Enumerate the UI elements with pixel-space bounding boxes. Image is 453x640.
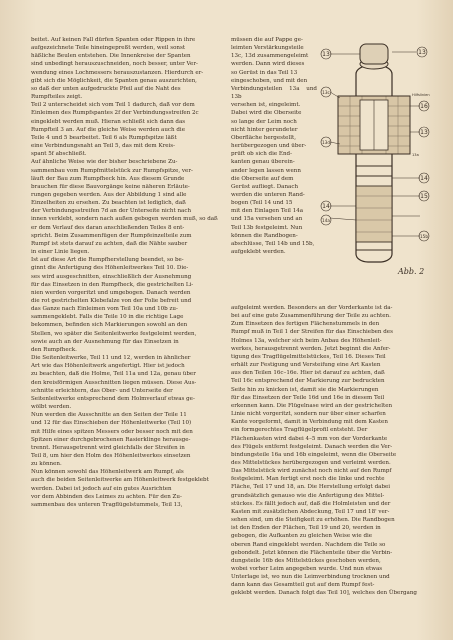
text-line: Stellen, wo später die Seitenleitwerke festgeleimt werden, <box>31 330 197 337</box>
text-line: so daß der unten aufgedruckte Pfeil auf die Naht des <box>31 85 181 92</box>
text-line: Rumpf muß in Teil 1 der Streifen für das Einschieben des <box>231 329 393 336</box>
text-line: ein formgerechtes Tragflügelprofil entsteht. Der <box>231 427 368 434</box>
text-line: ginnt die Anfertigung des Höhenleitwerkes Teil 10. Die- <box>31 265 189 272</box>
text-line: Oberfläche hergestellt, <box>231 134 297 141</box>
text-line: können die Randbogen- <box>231 232 298 239</box>
callout-left-1: 13c <box>322 90 330 95</box>
callout-right-5: 15 <box>420 193 428 200</box>
text-line: schnitte erleichtern, das Ober- und Unterseite der <box>31 387 173 394</box>
text-line: Das Mittelstück wird zunächst noch nicht auf den Rumpf <box>231 468 392 475</box>
text-line: aufgeleimt werden. Besonders an der Vorderkante ist da- <box>231 305 393 311</box>
figure-caption: Abb. 2 <box>398 267 425 276</box>
text-line: müssen die auf Pappe ge- <box>231 37 303 43</box>
text-line: erhält zur Festigung und Versteifung eine Art Kasten <box>231 362 381 369</box>
text-line: ses wird ausgeschnitten, einschließlich der Ausnehmung <box>31 273 192 280</box>
text-line: sehen sind, um die Steifigkeit zu erhöhen. Die Randbogen <box>231 517 395 524</box>
callout-right-2: 16 <box>420 103 428 110</box>
text-line: ander legen lassen wenn <box>231 167 301 174</box>
text-line: Rumpfteiles zeigt. <box>31 94 83 101</box>
text-line: Teile 4 und 5 bearbeitet. Teil 6 als Rumpfspitze läßt <box>31 134 177 141</box>
text-line: Holmes 13a, welcher sich beim Anbau des Höhenleit- <box>231 337 382 344</box>
text-line: bekommen, befinden sich Markierungen sowohl an den <box>31 322 188 329</box>
text-line: und 12 für das Einschieben der Höhenleitwerke (Teil 10) <box>31 420 192 427</box>
text-line: oberen Rand eingeklebt werden. Nachdem die Teile so <box>231 541 386 548</box>
text-line: läuft der Bau zum Rumpfheck hin. Aus diesem Grunde <box>31 175 185 182</box>
left-text-column <box>31 36 222 616</box>
callout-right-1: Hilfslinien <box>412 93 430 97</box>
text-line: bei auf eine gute Zusammenführung der Teile zu achten. <box>231 313 391 320</box>
text-line: so lange der Leim noch <box>231 118 297 125</box>
text-line: werden. Dabei ist jedoch auf ein gutes Ausrichten <box>31 485 172 492</box>
text-line: Linie nicht vorgeritzt, sondern nur über einer scharfen <box>231 411 386 418</box>
text-line: mit Hilfe eines spitzen Messers oder besser noch mit den <box>31 428 193 435</box>
text-line: des Mittelstückes herübergezogen und verleimt werden. <box>231 459 391 466</box>
text-line: stückes. Es fällt jedoch auf, daß die Holmleisten und der <box>231 500 391 507</box>
text-line: Dabei wird die Oberseite <box>231 110 302 117</box>
text-line: sind unbedingt herauszuschneiden, noch besser, unter Ver- <box>31 61 198 68</box>
fuselage-wing-diagram <box>320 36 432 278</box>
text-line: bindungsteile 16a und 16b eingeleimt, wenn die Oberseite <box>231 451 397 458</box>
text-line: dann kann das Gesamtteil gut auf dem Rumpf fest- <box>231 582 375 589</box>
text-line: Gerüst aufliegt. Danach <box>231 183 299 190</box>
text-line: Teil 16c entsprechend der Markierung zur bedruckten <box>231 378 385 385</box>
text-line: innen verklebt, sondern nach außen gebogen werden muß, so daß <box>31 216 218 223</box>
text-line: wendung eines Lochmessers herauszustanzen. Hierdurch er- <box>31 69 204 76</box>
callout-right-3: 13 <box>420 129 428 136</box>
text-line: sowie auch an der Ausnehmung für das Einsetzen in <box>31 338 179 345</box>
text-line: Rumpf ist stets darauf zu achten, daß die Nähte sauber <box>31 240 188 247</box>
text-line: er dem Verlauf des daran anschließenden Teiles 8 ent- <box>31 224 185 231</box>
text-line: Teil 2 unterscheidet sich vom Teil 1 dadurch, daß vor dem <box>31 102 195 109</box>
text-line: Nun können sowohl das Höhenleitwerk am Rumpf, als <box>31 469 184 476</box>
text-line: brauchen für diese Bauvorgänge keine näheren Erläute- <box>31 183 190 190</box>
text-line: gibt sich die Möglichkeit, die Spanten genau auszurichten, <box>31 77 197 84</box>
text-line: auch die beiden Seitenleitwerke am Höhenleitwerk festgeklebt <box>31 477 209 484</box>
text-line: aus den Teilen 16c–16e. Hier ist darauf zu achten, daß <box>231 370 385 377</box>
callout-left-4: 14a <box>322 218 330 223</box>
text-line: Die Seitenleitwerke, Teil 11 und 12, werden in ähnlicher <box>31 355 191 362</box>
text-line: für das Einsetzen in den Rumpfheck, die gestrichelten Li- <box>31 281 194 288</box>
text-line: die rot gestrichelten Klebefalze von der Folie befreit und <box>31 298 192 304</box>
text-line: werkes, herausgetrennt werden. Jetzt beginnt die Anfer- <box>231 345 391 352</box>
text-line: so Gerüst in das Teil 13 <box>231 69 298 76</box>
text-line: eingeschoben, und mit den <box>231 77 308 84</box>
text-line: häßliche Beulen entstehen. Die Innenkreise der Spanten <box>31 53 191 60</box>
text-line: tigung des Tragflügelmittelstückes, Teil 16. Dieses Teil <box>231 353 386 360</box>
text-line: Zum Einsetzen des fertigen Flächenstummels in den <box>231 321 380 328</box>
text-line: grundsätzlich genauso wie die Anfertigung des Mittel- <box>231 492 385 499</box>
text-line: erkennen kann. Die Flügelnase wird an der gestrichelten <box>231 402 393 409</box>
text-line: den Rumpfheck. <box>31 346 77 353</box>
text-line: spant 5f abschließt. <box>31 151 87 158</box>
text-line: Nun werden die Ausschnitte an den Seiten der Teile 11 <box>31 412 187 419</box>
text-line: Teil 13b festgeleimt. Nun <box>231 224 303 231</box>
text-line: mit den Einlagen Teil 14a <box>231 208 304 215</box>
text-line: Einleimen des Rumpfspantes 2f der Verbindungsstreifen 2c <box>31 110 199 117</box>
text-line: Teil 8, um hier den Holm des Höhenleitwerkes einsetzen <box>31 452 191 459</box>
text-line: spricht. Beim Zusammenfügen der Rumpfeinzelteile zum <box>31 232 192 239</box>
text-line: Kasten mit zusätzlichen Abdeckung, Teil 17 und 18' ver- <box>231 508 390 515</box>
text-line: versehen ist, eingeleimt. <box>231 102 301 109</box>
text-line: Spitzen einer durchgebrochenen Rasierklinge herausge- <box>31 436 191 443</box>
text-line: Auf ähnliche Weise wie der bisher beschriebene Zu- <box>31 159 178 166</box>
text-line: beitet. Auf keinen Fall dürfen Spanten oder Rippen in ihre <box>31 37 196 43</box>
text-line: Art wie das Höhenleitwerk angefertigt. Hier ist jedoch <box>31 363 185 370</box>
text-line: für das Einsetzen der Teile 16d und 16e in diesem Teil <box>231 394 385 401</box>
text-line: Unterlage ist, wo nun die Leimverbindung trocknen und <box>231 574 390 581</box>
text-line: vor dem Abbinden des Leimes zu achten. Für den Zu- <box>31 493 182 500</box>
text-line: die Oberseite auf dem <box>231 175 294 182</box>
text-line: eine Verbindungsnaht an Teil 5, das mit dem Kreis- <box>31 143 176 150</box>
text-line: sammenbau des unteren Tragflügelstummels, Teil 13, <box>31 501 183 508</box>
text-line: rungen gegeben werden. Aus der Abbildung 1 sind alle <box>31 191 187 198</box>
text-line: sammenbau vom Rumpfmittelstück zur Rumpfspitze, ver- <box>31 167 193 174</box>
text-line: zu beachten, daß die Holme, Teil 11a und 12a, genau über <box>31 371 196 378</box>
text-line: kanten genau überein- <box>231 159 295 166</box>
text-line: wobei vorher Leim angegeben wurde. Und nun etwas <box>231 566 383 572</box>
text-line: Rumpfteil 3 an. Auf die gleiche Weise werden auch die <box>31 126 185 133</box>
text-line: Seitenleitwerke entsprechend dem Holmverlauf etwas ge- <box>31 395 195 402</box>
text-line: des Flügels entfernt festgeleimt. Danach werden die Ver- <box>231 443 393 450</box>
text-line: Seite hin zu knicken ist, damit sie die Markierungen <box>231 386 379 393</box>
text-line: prüft ob sich die End- <box>231 151 292 158</box>
text-line: nicht hinter gerundeter <box>231 126 298 133</box>
text-line: der Verbindungsstreifen 7d an der Unterseite nicht nach <box>31 208 192 215</box>
text-line: festgeleimt. Man fertigt erst noch die linke und rechte <box>231 476 385 483</box>
text-line: Flächenkasten wird dabei 4–5 mm von der Vorderkante <box>231 435 388 442</box>
text-line: leimten Verstärkungsteile <box>231 45 304 52</box>
text-line: sammengeklebt. Falls die Teile 10 in die richtige Lage <box>31 314 184 321</box>
text-line: gebogen, die Aufkanten zu gleichen Weise wie die <box>231 533 373 540</box>
text-line: das Ganze nach Einleimen vom Teil 10a und 10b zu- <box>31 306 178 313</box>
text-line: Kante vorgeformt, damit in Verbindung mit dem Kasten <box>231 419 388 426</box>
figure-abb-2 <box>320 36 432 278</box>
callout-right-6: 15b <box>420 234 428 239</box>
text-line: bogen (Teil 14 und 15 <box>231 200 293 207</box>
text-line: und 15a versehen und an <box>231 216 303 223</box>
text-line: zu können. <box>31 461 62 468</box>
text-line: geklebt werden. Danach folgt das Teil 10], welches den Übergang <box>231 590 417 597</box>
right-bottom-text-column <box>231 304 426 616</box>
callout-left-2: 13d <box>322 140 330 145</box>
text-line: nien werden vorgeritzt und umgebogen. Danach werden <box>31 289 191 296</box>
text-line: aufgeklebt werden. <box>231 249 286 256</box>
text-line: werden. Dann wird dieses <box>231 61 305 68</box>
text-line: in einer Linie liegen. <box>31 249 90 256</box>
text-line: Fläche, Teil 17 und 18, an. Die Herstellung erfolgt dabei <box>231 484 391 491</box>
text-line: eingeklebt werden muß. Hieran schließt sich dann das <box>31 118 186 125</box>
text-line: wölbt werden. <box>31 404 72 411</box>
callout-left-3: 14 <box>322 203 330 210</box>
text-line: trennt. Herausgetrennt wird gleichfalls der Streifen in <box>31 444 185 451</box>
text-line: Einzelheiten zu ersehen. Zu beachten ist lediglich, daß <box>31 200 186 207</box>
text-line: den kreisförmigen Ausschnitten liegen müssen. Diese Aus- <box>31 379 197 386</box>
callout-right-0: 13 <box>418 49 426 56</box>
text-line: Verbindungsteilen 13a und 13b <box>231 85 317 101</box>
text-line: Ist auf diese Art die Rumpfherstellung beendet, so be- <box>31 257 184 264</box>
text-line: herübergezogen und über- <box>231 143 307 150</box>
callout-right-4: 14 <box>420 175 428 182</box>
text-line: abschlüsse, Teil 14b und 15b, <box>231 240 315 247</box>
text-line: aufgezeichnete Teile hineingepreßt werden, weil sonst <box>31 45 186 52</box>
marker-right-0: 13a <box>412 153 419 157</box>
text-line: werden die unteren Rand- <box>231 191 305 198</box>
callout-left-0: 13 <box>322 51 330 58</box>
text-line: gebondelt. Jetzt können die Flächenteile über die Verbin- <box>231 549 393 556</box>
text-line: dungsteile 16b des Mittelstückes geschoben werden, <box>231 557 381 564</box>
right-top-text-column <box>231 36 317 304</box>
text-line: 13c, 13d zusammengeleimt <box>231 53 309 60</box>
text-line: ist den Enden der Flächen, Teil 19 und 20, werden in <box>231 525 381 532</box>
